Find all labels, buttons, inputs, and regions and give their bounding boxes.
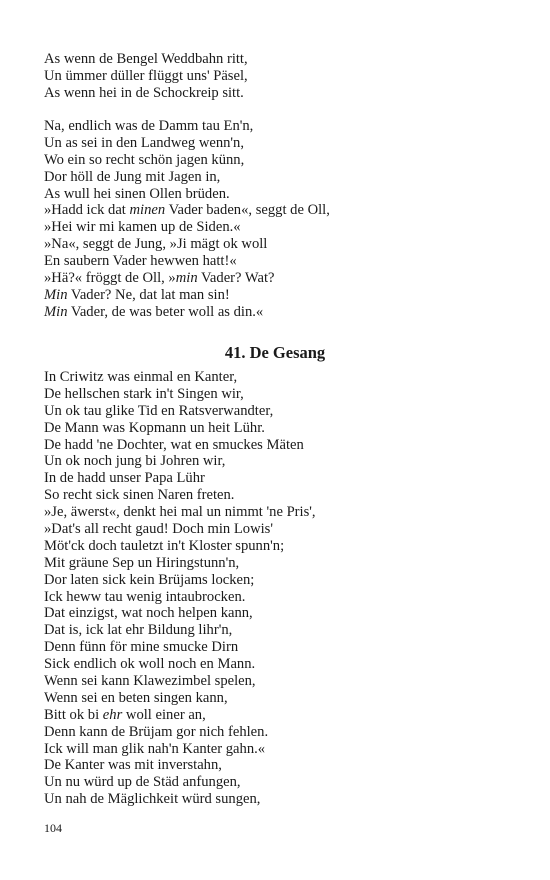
emphasized-text: min xyxy=(175,270,198,287)
emphasized-text: Min xyxy=(44,286,68,303)
poem-line xyxy=(44,236,514,253)
poem-line xyxy=(44,504,514,521)
poem-line xyxy=(44,202,514,219)
poem-line xyxy=(44,639,514,656)
poem-heading: 41. De Gesang xyxy=(224,343,326,362)
poem-line xyxy=(44,605,514,622)
line-text: Denn fünn för mine smucke Dirn xyxy=(44,639,239,656)
poem-line xyxy=(44,572,514,589)
line-text: As wenn hei in de Schockreip sitt. xyxy=(44,84,244,101)
line-text: »Hei wir mi kamen up de Siden.« xyxy=(44,219,241,236)
line-text: Un ok tau glike Tid en Ratsverwandter, xyxy=(44,402,274,419)
line-text: Un nu würd up de Städ anfungen, xyxy=(44,774,241,791)
poem-line xyxy=(44,304,514,321)
poem-line xyxy=(44,169,514,186)
line-text: Wenn sei kann Klawezimbel spelen, xyxy=(44,673,256,690)
poem-line xyxy=(44,741,514,758)
line-text: Vader? Ne, dat lat man sin! xyxy=(67,286,230,303)
line-text: »Na«, seggt de Jung, »Ji mägt ok woll xyxy=(44,236,268,253)
poem-line xyxy=(44,757,514,774)
line-text: As wull hei sinen Ollen brüden. xyxy=(44,185,230,202)
line-text: Ick will man glik nah'n Kanter gahn.« xyxy=(44,740,266,757)
line-text: Mit gräune Sep un Hiringstunn'n, xyxy=(44,554,240,571)
poem-line xyxy=(44,369,514,386)
line-text: In Criwitz was einmal en Kanter, xyxy=(44,369,238,385)
line-text: Vader? Wat? xyxy=(197,270,275,287)
poem-line xyxy=(44,791,514,808)
line-text: Un as sei in den Landweg wenn'n, xyxy=(44,134,245,151)
line-text: Denn kann de Brüjam gor nich fehlen. xyxy=(44,723,269,740)
emphasized-text: Min xyxy=(44,303,68,320)
line-text: Dat einzigst, wat noch helpen kann, xyxy=(44,605,253,622)
line-text: »Hadd ick dat xyxy=(44,202,130,219)
line-text: Vader baden«, seggt de Oll, xyxy=(165,202,330,219)
poem-line xyxy=(44,51,514,68)
line-text: In de hadd unser Papa Lühr xyxy=(44,470,205,487)
poem-line xyxy=(44,437,514,454)
poem-line xyxy=(44,152,514,169)
poem-line xyxy=(44,538,514,555)
poem-line xyxy=(44,186,514,203)
poem-line xyxy=(44,270,514,287)
poem-line xyxy=(44,707,514,724)
poem-line xyxy=(44,135,514,152)
line-text: As wenn de Bengel Weddbahn ritt, xyxy=(44,51,248,67)
poem-line xyxy=(44,724,514,741)
poem-line xyxy=(44,487,514,504)
line-text: Dor laten sick kein Brüjams locken; xyxy=(44,571,255,588)
poem-line xyxy=(44,219,514,236)
line-text: woll einer an, xyxy=(122,706,206,723)
poem-line xyxy=(44,253,514,270)
line-text: En saubern Vader hewwen hatt!« xyxy=(44,253,237,270)
page-number: 104 xyxy=(44,821,62,835)
line-text: »Hä?« fröggt de Oll, » xyxy=(44,270,176,287)
line-text: Ick heww tau wenig intaubrocken. xyxy=(44,588,246,605)
line-text: Un nah de Mäglichkeit würd sungen, xyxy=(44,791,261,808)
poem-line xyxy=(44,403,514,420)
poem-line xyxy=(44,420,514,437)
poem-line xyxy=(44,85,514,102)
line-text: Dat is, ick lat ehr Bildung lihr'n, xyxy=(44,622,233,639)
emphasized-text: ehr xyxy=(102,706,123,723)
line-text: So recht sick sinen Naren freten. xyxy=(44,487,235,504)
line-text: Dor höll de Jung mit Jagen in, xyxy=(44,168,221,185)
line-text: De hadd 'ne Dochter, wat en smuckes Mäten xyxy=(44,436,304,453)
line-text: Möt'ck doch tauletzt in't Kloster spunn'n; xyxy=(44,537,285,554)
line-text: »Je, äwerst«, denkt hei mal un nimmt 'ne Pris', xyxy=(44,504,316,521)
line-text: Wo ein so recht schön jagen künn, xyxy=(44,151,245,168)
line-text: »Dat's all recht gaud! Doch min Lowis' xyxy=(44,521,273,538)
line-text: De hellschen stark in't Singen wir, xyxy=(44,385,244,402)
poem-line xyxy=(44,470,514,487)
poem-line xyxy=(44,622,514,639)
poem-line xyxy=(44,521,514,538)
line-text: Un ok noch jung bi Johren wir, xyxy=(44,453,226,470)
line-text: Bitt ok bi xyxy=(44,706,103,723)
poem-line xyxy=(44,656,514,673)
line-text: Wenn sei en beten singen kann, xyxy=(44,689,228,706)
poem-stanza-2 xyxy=(44,118,514,321)
line-text: De Mann was Kopmann un heit Lühr. xyxy=(44,419,265,436)
emphasized-text: minen xyxy=(129,202,166,219)
poem-line xyxy=(44,774,514,791)
poem-stanza-3 xyxy=(44,369,514,808)
poem-line xyxy=(44,118,514,135)
poem-line xyxy=(44,453,514,470)
line-text: Na, endlich was de Damm tau En'n, xyxy=(44,118,254,134)
poem-line xyxy=(44,287,514,304)
line-text: Sick endlich ok woll noch en Mann. xyxy=(44,656,256,673)
poem-line xyxy=(44,589,514,606)
line-text: Un ümmer düller flüggt uns' Päsel, xyxy=(44,67,248,84)
poem-line xyxy=(44,673,514,690)
line-text: Vader, de was beter woll as din.« xyxy=(67,303,264,320)
line-text: De Kanter was mit inverstahn, xyxy=(44,757,222,774)
poem-stanza-1 xyxy=(44,51,514,102)
poem-line xyxy=(44,555,514,572)
poem-line xyxy=(44,690,514,707)
poem-line xyxy=(44,386,514,403)
poem-line xyxy=(44,68,514,85)
